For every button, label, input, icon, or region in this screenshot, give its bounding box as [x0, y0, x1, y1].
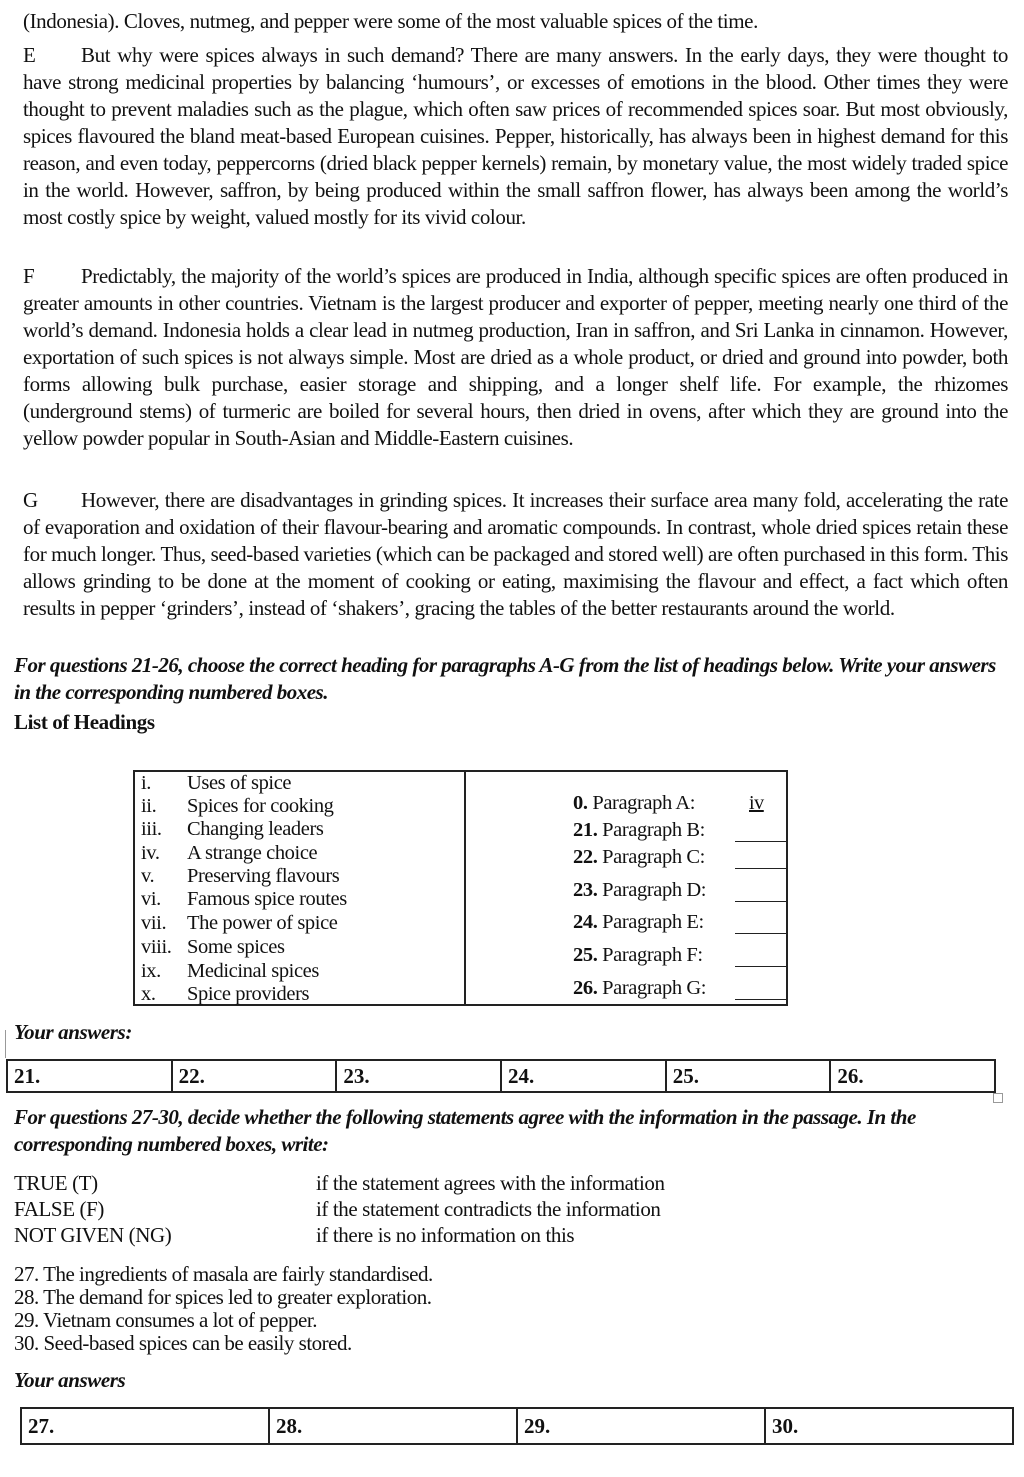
passage-intro-line: [23, 8, 1008, 35]
answer-box[interactable]: 22.: [171, 1061, 336, 1091]
list-of-headings-title: List of Headings: [14, 710, 155, 734]
option-desc: if the statement agrees with the information: [316, 1171, 665, 1195]
option-key: FALSE (F): [14, 1197, 104, 1221]
paragraph-item-e: 24. Paragraph E:: [573, 911, 704, 933]
headings-instruction: For questions 21-26, choose the correct heading for paragraphs A-G from the list of headings below. Write your answers in the corresponding numbered boxes.: [14, 653, 996, 704]
intro-text: (Indonesia). Cloves, nutmeg, and pepper were some of the most valuable spices of the time.: [23, 9, 758, 33]
statement-28: 28. The demand for spices led to greater exploration.: [14, 1285, 432, 1309]
answer-box[interactable]: 24.: [500, 1061, 665, 1091]
resize-handle-icon[interactable]: [993, 1093, 1003, 1103]
answer-blank-22[interactable]: [735, 846, 787, 869]
paragraph-f: [23, 263, 1008, 452]
option-desc: if there is no information on this: [316, 1223, 575, 1247]
option-key: NOT GIVEN (NG): [14, 1223, 172, 1247]
paragraph-text: Predictably, the majority of the world’s spices are produced in India, although specific spices are often produced in greater amounts in other countries. Vietnam is the largest producer and exporter of pepper, meeting nearly one third of the world’s demand. Indonesia holds a clear lead in nutmeg production, Iran in saffron, and Sri Lanka in cinnamon. However, exportation of such spices is not always simple. Most are dried as a whole product, or dried and ground into powder, both forms allowing bulk purchase, easier storage and shipping, and a longer shelf life. For example, the rhizomes (underground stems) of turmeric are boiled for several hours, then dried in ovens, after which they are ground into the yellow powder popular in South-Asian and Middle-Eastern cuisines.: [23, 264, 1008, 450]
option-key: TRUE (T): [14, 1171, 98, 1195]
paragraph-item-d: 23. Paragraph D:: [573, 879, 707, 901]
table-divider: [464, 772, 466, 1004]
answers-label-1: Your answers:: [14, 1020, 132, 1044]
paragraph-item-f: 25. Paragraph F:: [573, 944, 703, 966]
paragraph-item-a: 0. Paragraph A:: [573, 792, 696, 814]
answer-blank-24[interactable]: [735, 911, 787, 934]
answer-box[interactable]: 25.: [665, 1061, 830, 1091]
paragraph-g: [23, 487, 1008, 622]
answer-box[interactable]: 23.: [335, 1061, 500, 1091]
paragraph-letter: F: [23, 264, 35, 288]
paragraph-item-b: 21. Paragraph B:: [573, 819, 705, 841]
answer-box[interactable]: 28.: [268, 1409, 516, 1443]
statement-30: 30. Seed-based spices can be easily stored.: [14, 1331, 352, 1355]
answer-blank-26[interactable]: [735, 977, 787, 1000]
answer-grid-27-30: [20, 1407, 1014, 1445]
answer-grid-21-26: [6, 1059, 996, 1093]
answer-blank-21[interactable]: [735, 819, 787, 842]
paragraph-e: [23, 42, 1008, 231]
paragraph-text: But why were spices always in such demand? There are many answers. In the early days, they were thought to have strong medicinal properties by balancing ‘humours’, or excesses of emotions in the blood. Other times they were thought to prevent maladies such as the plague, which often saw prices of recommended spices soar. But most obviously, spices flavoured the bland meat-based European cuisines. Pepper, historically, has always been in highest demand for this reason, and even today, peppercorns (dried black pepper kernels) remain, by monetary value, the most widely traded spice in the world. However, saffron, by being produced within the small saffron flower, has always been among the world’s most costly spice by weight, valued mostly for its vivid colour.: [23, 43, 1008, 229]
answers-label-2: Your answers: [14, 1368, 126, 1392]
tfng-instruction: For questions 27-30, decide whether the following statements agree with the information in the passage. In the corresponding numbered boxes, write:: [14, 1105, 916, 1156]
statement-27: 27. The ingredients of masala are fairly standardised.: [14, 1262, 433, 1286]
answer-box[interactable]: 21.: [14, 1064, 41, 1088]
paragraph-letter: E: [23, 43, 36, 67]
headings-table: i. Uses of spice ii. Spices for cooking iii. Changing leaders iv. A strange choice v. Preserving flavours vi. Famous spice routes vii. The power of spice viii. Some spices ix. Medicinal spices x. Spice providers 0. Paragraph A: iv 21. Paragraph B: 22. Paragraph C: 23. Paragraph D: 24. Paragraph E: 25. Paragraph F: 26. Paragraph G:: [133, 770, 788, 1006]
paragraph-item-c: 22. Paragraph C:: [573, 846, 705, 868]
answer-box[interactable]: 30.: [764, 1409, 1012, 1443]
answer-box[interactable]: 27.: [28, 1414, 55, 1438]
statement-29: 29. Vietnam consumes a lot of pepper.: [14, 1308, 317, 1332]
answer-box[interactable]: 29.: [516, 1409, 764, 1443]
example-answer: iv: [749, 792, 764, 814]
margin-marker: [5, 1030, 6, 1058]
option-desc: if the statement contradicts the information: [316, 1197, 661, 1221]
answer-box[interactable]: 26.: [829, 1061, 994, 1091]
answer-blank-23[interactable]: [735, 879, 787, 902]
answer-blank-25[interactable]: [735, 944, 787, 967]
paragraph-item-g: 26. Paragraph G:: [573, 977, 707, 999]
paragraph-letter: G: [23, 488, 38, 512]
paragraph-text: However, there are disadvantages in grinding spices. It increases their surface area many fold, accelerating the rate of evaporation and oxidation of their flavour-bearing and aromatic compounds. In contrast, whole dried spices retain these for much longer. Thus, seed-based varieties (which can be packaged and stored well) are often purchased in this form. This allows grinding to be done at the moment of cooking or eating, maximising the flavour and effect, a fact which often results in pepper ‘grinders’, instead of ‘shakers’, gracing the tables of the better restaurants around the world.: [23, 488, 1008, 620]
